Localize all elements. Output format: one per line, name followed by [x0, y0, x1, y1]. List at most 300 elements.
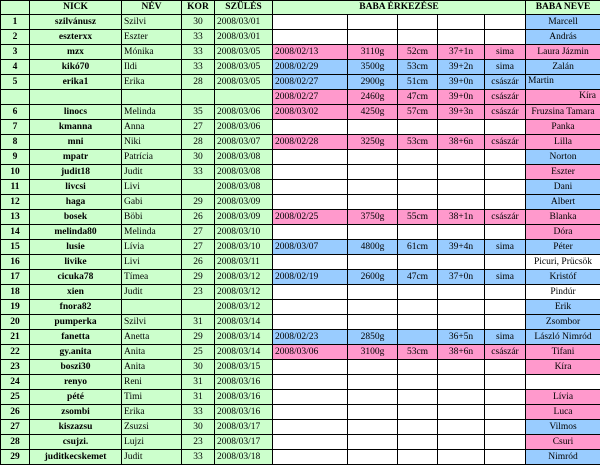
table-row [1, 270, 600, 285]
name-cell: Eszter [122, 30, 182, 45]
baby-name-cell: Dóra [526, 225, 600, 240]
baby-name-cell: Csuri [526, 435, 600, 450]
due-date-cell: 2008/03/10 [215, 240, 273, 255]
name-cell: Judit [122, 450, 182, 465]
age-cell: 29 [182, 195, 215, 210]
age-cell: 25 [182, 345, 215, 360]
row-number: 28 [1, 435, 30, 450]
header-age: KOR [182, 1, 215, 15]
table-row [1, 330, 600, 345]
age-cell: 29 [182, 330, 215, 345]
name-cell: Tímea [122, 270, 182, 285]
table-row [1, 435, 600, 450]
header-baby-name: BABA NEVE [526, 1, 600, 15]
weight-cell [348, 165, 398, 180]
due-date-cell: 2008/03/14 [215, 315, 273, 330]
row-number: 16 [1, 255, 30, 270]
delivery-method-cell [485, 405, 526, 420]
length-cell: 51cm [398, 75, 438, 90]
birth-date-cell: 2008/03/07 [273, 240, 348, 255]
length-cell [398, 420, 438, 435]
gestation-cell: 36+5n [438, 330, 485, 345]
nick-cell: fnora82 [30, 300, 122, 315]
table-row [1, 75, 600, 90]
gestation-cell: 38+1n [438, 210, 485, 225]
baby-name-cell: Eszter [526, 165, 600, 180]
birth-date-cell [273, 450, 348, 465]
row-number: 22 [1, 345, 30, 360]
gestation-cell [438, 375, 485, 390]
due-date-cell: 2008/03/01 [215, 15, 273, 30]
length-cell [398, 450, 438, 465]
delivery-method-cell [485, 420, 526, 435]
birth-date-cell: 2008/02/23 [273, 330, 348, 345]
nick-cell: melinda80 [30, 225, 122, 240]
due-date-cell: 2008/03/16 [215, 405, 273, 420]
row-number: 3 [1, 45, 30, 60]
delivery-method-cell [485, 435, 526, 450]
age-cell: 26 [182, 210, 215, 225]
due-date-cell: 2008/03/06 [215, 105, 273, 120]
baby-name-text: Kíra [579, 90, 596, 103]
baby-name-cell: Lívia [526, 390, 600, 405]
age-cell: 33 [182, 60, 215, 75]
length-cell: 47cm [398, 270, 438, 285]
birth-date-cell [273, 420, 348, 435]
age-cell: 26 [182, 255, 215, 270]
due-date-cell: 2008/03/17 [215, 420, 273, 435]
due-date-cell: 2008/03/11 [215, 255, 273, 270]
birth-date-cell: 2008/02/28 [273, 135, 348, 150]
table-row [1, 15, 600, 30]
birth-date-cell [273, 285, 348, 300]
name-cell: Timi [122, 390, 182, 405]
table-row [1, 300, 600, 315]
table-row [1, 315, 600, 330]
length-cell [398, 390, 438, 405]
birth-date-cell [273, 195, 348, 210]
name-cell: Ildi [122, 60, 182, 75]
baby-name-cell: Zalán [526, 60, 600, 75]
name-cell: Erika [122, 75, 182, 90]
length-cell [398, 15, 438, 30]
baby-name-cell: Vilmos [526, 420, 600, 435]
age-cell [182, 180, 215, 195]
table-body [1, 15, 600, 465]
weight-cell: 2460g [348, 90, 398, 105]
gestation-cell [438, 300, 485, 315]
birth-date-cell [273, 120, 348, 135]
due-date-cell: 2008/03/01 [215, 30, 273, 45]
age-cell: 23 [182, 285, 215, 300]
row-number: 8 [1, 135, 30, 150]
birth-date-cell: 2008/03/02 [273, 105, 348, 120]
gestation-cell [438, 225, 485, 240]
table-row [1, 60, 600, 75]
gestation-cell: 39+4n [438, 240, 485, 255]
table-row [1, 30, 600, 45]
age-cell: 23 [182, 435, 215, 450]
age-cell: 31 [182, 390, 215, 405]
baby-name-cell: Pindúr [526, 285, 600, 300]
weight-cell [348, 300, 398, 315]
name-cell: Mónika [122, 45, 182, 60]
delivery-method-cell: sima [485, 60, 526, 75]
table-row [1, 210, 600, 225]
weight-cell: 3750g [348, 210, 398, 225]
name-cell: Böbi [122, 210, 182, 225]
row-number: 14 [1, 225, 30, 240]
delivery-method-cell [485, 300, 526, 315]
age-cell [182, 300, 215, 315]
header-row [1, 1, 600, 15]
length-cell: 53cm [398, 60, 438, 75]
row-number: 26 [1, 405, 30, 420]
name-cell: Szilvi [122, 315, 182, 330]
nick-cell: eszterxx [30, 30, 122, 45]
table-row [1, 135, 600, 150]
header-num [1, 1, 30, 15]
nick-cell: haga [30, 195, 122, 210]
name-cell: Melinda [122, 105, 182, 120]
header-name: NÉV [122, 1, 182, 15]
name-cell: Anna [122, 120, 182, 135]
delivery-method-cell: császár [485, 210, 526, 225]
table-row [1, 375, 600, 390]
length-cell [398, 165, 438, 180]
gestation-cell [438, 180, 485, 195]
due-date-cell: 2008/03/09 [215, 210, 273, 225]
age-cell: 31 [182, 375, 215, 390]
weight-cell: 2850g [348, 330, 398, 345]
length-cell: 57cm [398, 105, 438, 120]
delivery-method-cell [485, 315, 526, 330]
row-number: 25 [1, 390, 30, 405]
due-date-cell: 2008/03/12 [215, 300, 273, 315]
row-number: 19 [1, 300, 30, 315]
weight-cell [348, 435, 398, 450]
weight-cell [348, 405, 398, 420]
gestation-cell [438, 360, 485, 375]
weight-cell [348, 255, 398, 270]
due-date-cell: 2008/03/05 [215, 45, 273, 60]
baby-name-cell: Péter [526, 240, 600, 255]
due-date-cell [215, 90, 273, 105]
weight-cell: 3100g [348, 345, 398, 360]
due-date-cell: 2008/03/17 [215, 435, 273, 450]
delivery-method-cell [485, 30, 526, 45]
length-cell [398, 435, 438, 450]
weight-cell [348, 15, 398, 30]
row-number: 5 [1, 75, 30, 90]
table-row [1, 405, 600, 420]
delivery-method-cell [485, 180, 526, 195]
row-number: 11 [1, 180, 30, 195]
nick-cell: livcsi [30, 180, 122, 195]
name-cell: Zsuzsi [122, 420, 182, 435]
gestation-cell [438, 30, 485, 45]
table-row [1, 195, 600, 210]
birth-date-cell: 2008/02/29 [273, 60, 348, 75]
length-cell: 52cm [398, 45, 438, 60]
gestation-cell [438, 150, 485, 165]
weight-cell [348, 150, 398, 165]
table-row [1, 105, 600, 120]
gestation-cell: 38+6n [438, 135, 485, 150]
due-date-cell: 2008/03/15 [215, 360, 273, 375]
due-date-cell: 2008/03/08 [215, 180, 273, 195]
baby-name-cell: Zsombor [526, 315, 600, 330]
table-row [1, 165, 600, 180]
birth-date-cell: 2008/02/27 [273, 90, 348, 105]
age-cell: 33 [182, 45, 215, 60]
birth-date-cell [273, 375, 348, 390]
due-date-cell: 2008/03/06 [215, 120, 273, 135]
delivery-method-cell [485, 360, 526, 375]
table-row [1, 120, 600, 135]
gestation-cell: 39+2n [438, 60, 485, 75]
birth-date-cell: 2008/02/13 [273, 45, 348, 60]
nick-cell: fanetta [30, 330, 122, 345]
name-cell: Niki [122, 135, 182, 150]
table-row [1, 150, 600, 165]
header-due-date: SZÜLÉS [215, 1, 273, 15]
weight-cell [348, 450, 398, 465]
length-cell [398, 225, 438, 240]
gestation-cell: 37+0n [438, 270, 485, 285]
age-cell: 29 [182, 270, 215, 285]
nick-cell: gy.anita [30, 345, 122, 360]
length-cell [398, 300, 438, 315]
baby-name-cell [526, 375, 600, 390]
weight-cell [348, 180, 398, 195]
baby-name-cell: Fruzsina Tamara [526, 105, 600, 120]
nick-cell: boszi30 [30, 360, 122, 375]
delivery-method-cell [485, 15, 526, 30]
due-date-cell: 2008/03/05 [215, 75, 273, 90]
due-date-cell: 2008/03/05 [215, 60, 273, 75]
delivery-method-cell: sima [485, 240, 526, 255]
age-cell: 28 [182, 135, 215, 150]
table-row [1, 450, 600, 465]
birth-date-cell [273, 165, 348, 180]
weight-cell: 4800g [348, 240, 398, 255]
weight-cell [348, 390, 398, 405]
gestation-cell [438, 120, 485, 135]
nick-cell: bosek [30, 210, 122, 225]
delivery-method-cell: császár [485, 90, 526, 105]
birth-date-cell [273, 360, 348, 375]
birth-date-cell [273, 435, 348, 450]
delivery-method-cell: császár [485, 105, 526, 120]
gestation-cell [438, 450, 485, 465]
name-cell: Judit [122, 165, 182, 180]
name-cell: Melinda [122, 225, 182, 240]
age-cell: 27 [182, 120, 215, 135]
baby-name-cell: Marcell [526, 15, 600, 30]
birth-date-cell [273, 390, 348, 405]
header-nick: NICK [30, 1, 122, 15]
nick-cell: zsombi [30, 405, 122, 420]
length-cell: 47cm [398, 90, 438, 105]
nick-cell: kmanna [30, 120, 122, 135]
nick-cell: juditkecskemet [30, 450, 122, 465]
birth-date-cell [273, 315, 348, 330]
baby-name-cell: Panka [526, 120, 600, 135]
birth-date-cell: 2008/03/06 [273, 345, 348, 360]
table-row [1, 285, 600, 300]
header-birth-info: BABA ÉRKEZÉSE [273, 1, 526, 15]
name-cell: Erika [122, 405, 182, 420]
age-cell: 30 [182, 360, 215, 375]
weight-cell [348, 375, 398, 390]
name-cell: Lujzi [122, 435, 182, 450]
table-row [1, 90, 600, 105]
birth-date-cell: 2008/02/19 [273, 270, 348, 285]
weight-cell [348, 315, 398, 330]
baby-name-text: Martin [528, 75, 554, 88]
nick-cell: kikó70 [30, 60, 122, 75]
birth-date-cell [273, 225, 348, 240]
weight-cell [348, 360, 398, 375]
baby-name-cell: Laura Jázmin [526, 45, 600, 60]
birth-date-cell [273, 180, 348, 195]
due-date-cell: 2008/03/12 [215, 270, 273, 285]
name-cell [122, 300, 182, 315]
due-date-cell: 2008/03/16 [215, 390, 273, 405]
gestation-cell [438, 285, 485, 300]
name-cell: Anita [122, 360, 182, 375]
delivery-method-cell: sima [485, 45, 526, 60]
nick-cell: cicuka78 [30, 270, 122, 285]
row-number: 27 [1, 420, 30, 435]
row-number: 13 [1, 210, 30, 225]
row-number: 29 [1, 450, 30, 465]
delivery-method-cell [485, 285, 526, 300]
due-date-cell: 2008/03/14 [215, 330, 273, 345]
nick-cell: renyo [30, 375, 122, 390]
length-cell: 55cm [398, 210, 438, 225]
age-cell: 27 [182, 225, 215, 240]
length-cell: 53cm [398, 135, 438, 150]
baby-name-cell: Dani [526, 180, 600, 195]
age-cell: 28 [182, 75, 215, 90]
gestation-cell [438, 405, 485, 420]
age-cell: 33 [182, 450, 215, 465]
gestation-cell: 38+6n [438, 345, 485, 360]
length-cell [398, 195, 438, 210]
age-cell: 27 [182, 240, 215, 255]
age-cell: 30 [182, 150, 215, 165]
delivery-method-cell: császár [485, 75, 526, 90]
gestation-cell: 37+1n [438, 45, 485, 60]
due-date-cell: 2008/03/07 [215, 135, 273, 150]
delivery-method-cell [485, 165, 526, 180]
delivery-method-cell [485, 390, 526, 405]
weight-cell: 4250g [348, 105, 398, 120]
length-cell [398, 120, 438, 135]
row-number: 24 [1, 375, 30, 390]
weight-cell [348, 225, 398, 240]
delivery-method-cell [485, 195, 526, 210]
due-date-cell: 2008/03/14 [215, 345, 273, 360]
nick-cell: erika1 [30, 75, 122, 90]
length-cell [398, 330, 438, 345]
gestation-cell [438, 15, 485, 30]
delivery-method-cell [485, 120, 526, 135]
row-number [1, 90, 30, 105]
baby-name-cell: Norton [526, 150, 600, 165]
row-number: 6 [1, 105, 30, 120]
row-number: 20 [1, 315, 30, 330]
delivery-method-cell: sima [485, 270, 526, 285]
baby-name-cell: László Nimród [526, 330, 600, 345]
name-cell: Judit [122, 285, 182, 300]
age-cell [182, 90, 215, 105]
age-cell: 33 [182, 405, 215, 420]
baby-name-cell [526, 75, 600, 90]
weight-cell [348, 195, 398, 210]
nick-cell: livike [30, 255, 122, 270]
nick-cell: xien [30, 285, 122, 300]
nick-cell: csujzi. [30, 435, 122, 450]
baby-name-cell: Picuri, Prücsök [526, 255, 600, 270]
table-row [1, 390, 600, 405]
nick-cell: mpatr [30, 150, 122, 165]
row-number: 7 [1, 120, 30, 135]
name-cell: Patrícia [122, 150, 182, 165]
row-number: 12 [1, 195, 30, 210]
gestation-cell [438, 315, 485, 330]
baby-name-cell: András [526, 30, 600, 45]
length-cell [398, 285, 438, 300]
weight-cell [348, 420, 398, 435]
table-row [1, 255, 600, 270]
baby-name-cell: Luca [526, 405, 600, 420]
due-date-cell: 2008/03/18 [215, 450, 273, 465]
delivery-method-cell: császár [485, 135, 526, 150]
name-cell: Lívia [122, 240, 182, 255]
table-row [1, 240, 600, 255]
age-cell: 30 [182, 15, 215, 30]
length-cell [398, 30, 438, 45]
length-cell [398, 255, 438, 270]
birth-date-cell [273, 30, 348, 45]
age-cell: 30 [182, 420, 215, 435]
table-row [1, 360, 600, 375]
birth-date-cell: 2008/02/25 [273, 210, 348, 225]
weight-cell: 3500g [348, 60, 398, 75]
nick-cell: szilvánusz [30, 15, 122, 30]
delivery-method-cell [485, 450, 526, 465]
weight-cell: 2900g [348, 75, 398, 90]
row-number: 9 [1, 150, 30, 165]
gestation-cell [438, 435, 485, 450]
delivery-method-cell: császár [485, 345, 526, 360]
weight-cell: 3110g [348, 45, 398, 60]
row-number: 2 [1, 30, 30, 45]
due-date-cell: 2008/03/12 [215, 285, 273, 300]
weight-cell [348, 120, 398, 135]
weight-cell [348, 30, 398, 45]
gestation-cell: 39+0n [438, 75, 485, 90]
gestation-cell: 39+0n [438, 90, 485, 105]
birth-date-cell [273, 300, 348, 315]
due-date-cell: 2008/03/09 [215, 195, 273, 210]
row-number: 21 [1, 330, 30, 345]
nick-cell: kiszazsu [30, 420, 122, 435]
nick-cell: mni [30, 135, 122, 150]
